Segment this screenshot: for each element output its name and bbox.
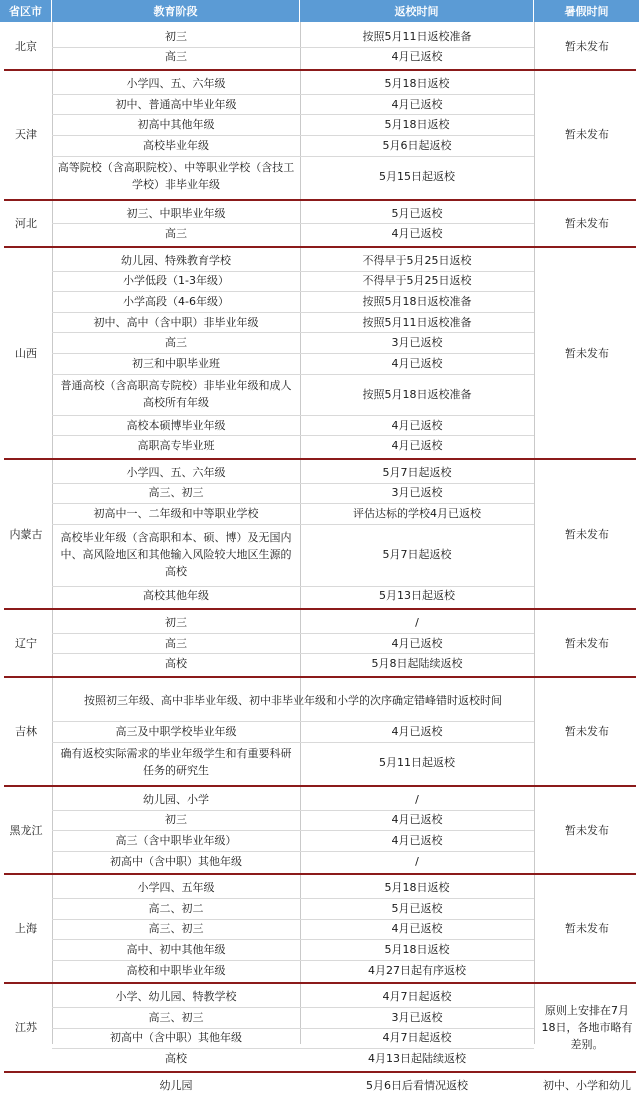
return-time-cell: 5月已返校 <box>391 901 443 915</box>
return-time-cell: 5月6日后看情况返校 <box>366 1078 468 1092</box>
stage-cell: 高三、初三 <box>148 922 204 936</box>
return-time-cell: 5月7日起返校 <box>382 465 452 479</box>
return-time-cell: 4月13日起陆续返校 <box>368 1051 466 1065</box>
province-separator <box>4 458 636 460</box>
return-time-cell: 4月已返校 <box>391 922 443 936</box>
stage-cell: 小学四、五、六年级 <box>126 76 226 90</box>
return-time-cell: 4月已返校 <box>391 97 443 111</box>
stage-cell: 小学四、五年级 <box>137 881 215 895</box>
province-separator <box>4 873 636 875</box>
return-time-cell: 4月已返校 <box>391 356 443 370</box>
return-time-cell: 4月7日起返校 <box>382 990 452 1004</box>
return-time-cell: 按照5月11日返校准备 <box>362 29 472 43</box>
return-time-cell: 不得早于5月25日返校 <box>362 274 472 288</box>
province-cell: 内蒙古 <box>9 527 43 541</box>
stage-cell: 高校毕业年级（含高职和本、硕、博）及无国内中、高风险地区和其他输入风险较大地区生源的高校 <box>60 531 292 579</box>
return-time-cell: 5月8日起陆续返校 <box>371 657 463 671</box>
stage-cell: 幼儿园、小学 <box>143 792 209 806</box>
header-return-time: 返校时间 <box>300 0 534 22</box>
summer-time-cell: 暂未发布 <box>565 922 609 936</box>
return-time-cell: 4月已返校 <box>391 50 443 64</box>
stage-cell: 初三 <box>165 29 187 43</box>
stage-cell: 初中、高中（含中职）非毕业年级 <box>93 315 259 329</box>
stage-cell: 初三 <box>165 615 187 629</box>
return-time-cell: 4月已返校 <box>391 636 443 650</box>
summer-time-cell: 暂未发布 <box>565 823 609 837</box>
summer-time-cell: 暂未发布 <box>565 40 609 54</box>
return-time-cell: 5月6日起返校 <box>382 138 452 152</box>
stage-cell: 幼儿园、特殊教育学校 <box>121 253 231 267</box>
stage-cell: 高校本硕博毕业年级 <box>126 418 226 432</box>
stage-cell: 高三、初三 <box>148 486 204 500</box>
stage-cell: 高校毕业年级 <box>143 138 209 152</box>
province-separator <box>4 1071 636 1073</box>
stage-cell: 高三 <box>165 636 187 650</box>
stage-cell: 高三（含中职毕业年级） <box>115 833 237 847</box>
stage-cell: 幼儿园 <box>159 1078 193 1092</box>
stage-cell: 高校其他年级 <box>143 589 209 603</box>
return-time-cell: 4月已返校 <box>391 724 443 738</box>
province-cell: 吉林 <box>15 725 37 738</box>
stage-cell: 初三、中职毕业年级 <box>126 206 226 220</box>
return-time-cell: 5月11日起返校 <box>379 755 455 769</box>
province-cell: 山西 <box>15 346 37 360</box>
stage-cell: 高校 <box>165 657 187 671</box>
province-cell: 黑龙江 <box>9 823 43 837</box>
return-time-cell: / <box>415 615 419 629</box>
return-time-cell: 不得早于5月25日返校 <box>362 253 472 267</box>
summer-time-cell: 暂未发布 <box>565 216 609 230</box>
stage-cell: 初三 <box>165 813 187 827</box>
return-time-cell: / <box>415 792 419 806</box>
return-time-cell: 5月18日返校 <box>384 76 450 90</box>
stage-cell: 小学高段（4-6年级） <box>123 294 229 308</box>
summer-time-cell: 暂未发布 <box>565 128 609 142</box>
return-time-cell: 5月7日起返校 <box>382 548 452 562</box>
return-time-cell: 4月7日起返校 <box>382 1031 452 1045</box>
stage-cell: 小学低段（1-3年级） <box>123 274 229 288</box>
province-separator <box>4 246 636 248</box>
return-time-cell: 5月18日返校 <box>384 942 450 956</box>
return-time-cell: 3月已返校 <box>391 336 443 350</box>
province-cell: 北京 <box>15 40 37 54</box>
province-separator <box>4 982 636 984</box>
summer-time-cell: 暂未发布 <box>565 725 609 738</box>
stage-cell: 小学、幼儿园、特教学校 <box>115 990 237 1004</box>
province-cell: 天津 <box>15 128 37 142</box>
stage-cell: 高三、初三 <box>148 1010 204 1024</box>
province-cell: 上海 <box>15 922 37 936</box>
merged-note-cell: 按照初三年级、高中非毕业年级、初中非毕业年级和小学的次序确定错峰错时返校时间 <box>84 694 502 708</box>
stage-cell: 初高中（含中职）其他年级 <box>110 854 242 868</box>
summer-time-cell: 初中、小学和幼儿 <box>543 1078 631 1092</box>
province-separator <box>4 69 636 71</box>
summer-time-cell: 暂未发布 <box>565 346 609 360</box>
province-separator <box>4 676 636 678</box>
return-time-cell: 3月已返校 <box>391 486 443 500</box>
return-time-cell: / <box>415 854 419 868</box>
stage-cell: 初三和中职毕业班 <box>132 356 220 370</box>
return-time-cell: 4月已返校 <box>391 833 443 847</box>
stage-cell: 高三 <box>165 50 187 64</box>
return-time-cell: 4月已返校 <box>391 227 443 241</box>
stage-cell: 高校和中职毕业年级 <box>126 963 226 977</box>
stage-cell: 小学四、五、六年级 <box>126 465 226 479</box>
stage-cell: 高二、初二 <box>148 901 204 915</box>
return-time-cell: 按照5月18日返校准备 <box>362 387 472 401</box>
stage-cell: 高三及中职学校毕业年级 <box>115 724 237 738</box>
header-province: 省区市 <box>0 0 52 22</box>
stage-cell: 高等院校（含高职院校）、中等职业学校（含技工学校）非毕业年级 <box>57 161 295 192</box>
province-separator <box>4 199 636 201</box>
return-time-cell: 5月13日起返校 <box>379 589 455 603</box>
return-time-cell: 4月已返校 <box>391 439 443 453</box>
stage-cell: 高职高专毕业班 <box>137 439 215 453</box>
stage-cell: 确有返校实际需求的毕业年级学生和有重要科研任务的研究生 <box>60 747 292 778</box>
header-education-stage: 教育阶段 <box>52 0 300 22</box>
province-separator <box>4 608 636 610</box>
stage-cell: 初高中其他年级 <box>137 118 215 132</box>
stage-cell: 初高中（含中职）其他年级 <box>110 1031 242 1045</box>
header-summer-time: 暑假时间 <box>534 0 640 22</box>
stage-cell: 高校 <box>165 1051 187 1065</box>
summer-time-cell: 暂未发布 <box>565 527 609 541</box>
return-time-cell: 5月已返校 <box>391 206 443 220</box>
stage-cell: 初中、普通高中毕业年级 <box>115 97 237 111</box>
summer-time-cell: 原则上安排在7月18日，各地市略有差别。 <box>541 1004 633 1052</box>
province-cell: 河北 <box>15 216 37 230</box>
return-time-cell: 4月已返校 <box>391 418 443 432</box>
summer-time-cell: 暂未发布 <box>565 636 609 650</box>
stage-cell: 高中、初中其他年级 <box>126 942 226 956</box>
province-cell: 辽宁 <box>15 636 37 650</box>
return-time-cell: 4月已返校 <box>391 813 443 827</box>
return-time-cell: 3月已返校 <box>391 1010 443 1024</box>
return-time-cell: 5月18日返校 <box>384 881 450 895</box>
return-time-cell: 4月27日起有序返校 <box>368 963 466 977</box>
stage-cell: 高三 <box>165 336 187 350</box>
return-time-cell: 评估达标的学校4月已返校 <box>353 506 481 520</box>
return-time-cell: 按照5月11日返校准备 <box>362 315 472 329</box>
province-cell: 江苏 <box>15 1021 37 1035</box>
stage-cell: 初高中一、二年级和中等职业学校 <box>93 506 259 520</box>
province-cell <box>0 1075 52 1095</box>
stage-cell: 高三 <box>165 227 187 241</box>
return-time-cell: 按照5月18日返校准备 <box>362 294 472 308</box>
stage-cell: 普通高校（含高职高专院校）非毕业年级和成人高校所有年级 <box>60 379 292 410</box>
return-time-cell: 5月15日起返校 <box>379 169 455 183</box>
return-time-cell: 5月18日返校 <box>384 118 450 132</box>
province-separator <box>4 785 636 787</box>
